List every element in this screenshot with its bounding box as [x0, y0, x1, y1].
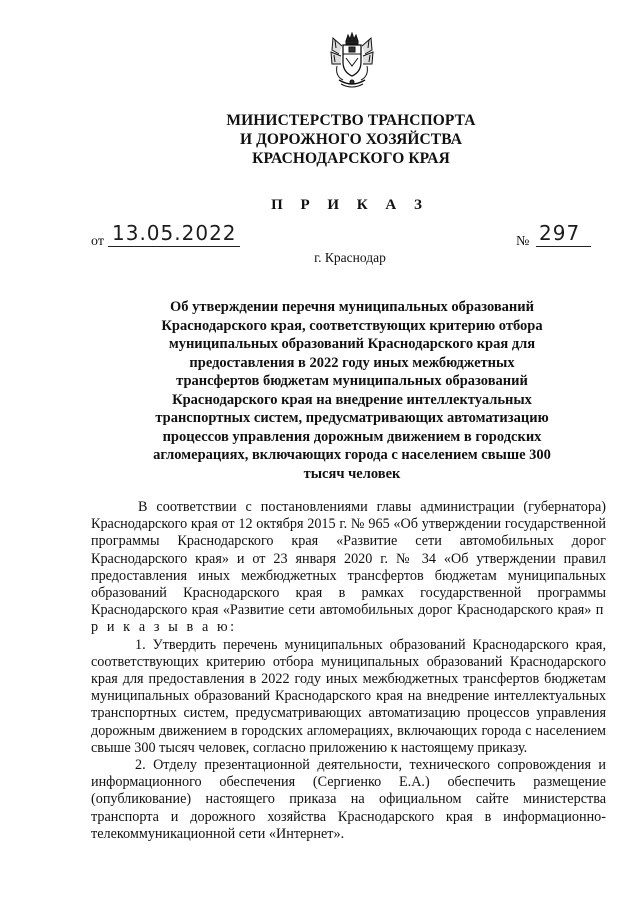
ministry-line-1: МИНИСТЕРСТВО ТРАНСПОРТА [226, 112, 476, 129]
order-word: п р и к а з ы в а ю: [91, 602, 606, 636]
document-type: П Р И К А З [271, 197, 429, 213]
ministry-line-3: КРАСНОДАРСКОГО КРАЯ [252, 150, 450, 167]
item-1-paragraph: 1. Утвердить перечень муниципальных образований Краснодарского края, соответствующих критерию отбора муниципальных образований Краснодарского края для предоставления в 2022 году иных межбюджетных трансфертов бюджетам муниципальных образований Краснодарского края на внедрение интеллектуальных транспортных систем, предусматривающих автоматизацию процессов управления дорожным движением в городских агломерациях, включающих города с населением свыше 300 тысяч человек, согласно приложению к настоящему приказу. [91, 636, 606, 756]
document-date: 13.05.2022 [108, 220, 240, 247]
ministry-name [140, 111, 562, 168]
item-2-paragraph: 2. Отделу презентационной деятельности, технического сопровождения и информационного обеспечения (Сергиенко Е.А.) обеспечить размещение (опубликование) настоящего приказа на официальном сайте министерства транспорта и дорожного хозяйства Краснодарского края в информационно-телекоммуникационной сети «Интернет». [91, 757, 606, 842]
document-body [91, 499, 606, 843]
preamble-paragraph [91, 499, 606, 637]
coat-of-arms-icon [329, 32, 375, 90]
document-number: 297 [536, 220, 591, 247]
date-prefix: от [91, 234, 104, 249]
number-prefix: № [516, 234, 530, 249]
preamble-text: В соответствии с постановлениями главы администрации (губернатора) Краснодарского края от 12 октября 2015 г. № 965 «Об утверждении государственной программы Краснодарского края «Развитие сети автомобильных дорог Краснодарского края» и от 23 января 2020 г. № 34 «Об утверждении правил предоставления иных межбюджетных трансфертов бюджетам муниципальных образований Краснодарского края в рамках государственной программы Краснодарского края «Развитие сети автомобильных дорог Краснодарского края» [91, 499, 606, 619]
ministry-line-2: И ДОРОЖНОГО ХОЗЯЙСТВА [239, 131, 463, 148]
city: г. Краснодар [314, 250, 386, 265]
document-title: Об утверждении перечня муниципальных образований Краснодарского края, соответствующих критерию отбора муниципальных образований Краснодарского края для предоставления в 2022 году иных межбюджетных трансфертов бюджетам муниципальных образований Краснодарского края на внедрение интеллектуальных транспортных систем, предусматривающих автоматизацию процессов управления дорожным движением в городских агломерациях, включающих города с населением свыше 300 тысяч человек [153, 299, 551, 482]
